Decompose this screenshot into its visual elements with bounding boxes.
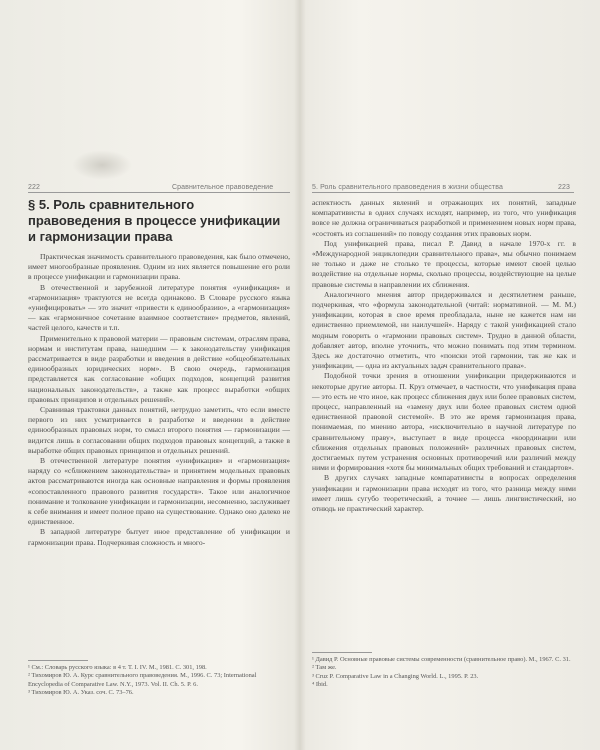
footnote-rule-left: [28, 660, 88, 661]
paragraph: Применительно к правовой материи — правовым системам, отраслям права, нормам и институтам права, нашедшим — к законодательству унификация рассматривается в виде разработки и введения в действие «общеобязательных единообразных юридических норм». В свою очередь, гармонизация представляется как согласование «общих подходов, концепций развития национальных законодательств», а также как процесс выработки «общих правовых принципов и отдельных решений».: [28, 333, 290, 404]
footnote: ¹ См.: Словарь русского языка: в 4 т. Т. I. IV. М., 1981. С. 301, 198.: [28, 664, 207, 671]
running-head-left: Сравнительное правоведение: [172, 184, 274, 191]
footnote: ¹ Давид Р. Основные правовые системы современности (сравнительное право). М., 1967. С. 31.: [312, 656, 571, 663]
paragraph: В других случаях западные компаративисты в вопросах определения унификации и гармонизации права исходят из того, что разница между ними имеет лишь сугубо теоретический, а точнее — лишь лингвистический, но отнюдь не практический характер.: [312, 473, 576, 514]
footnote: ² Там же.: [312, 664, 337, 672]
footnote-rule-right: [312, 652, 372, 653]
paragraph: В западной литературе бытует иное представление об унификации и гармонизации права. Подчеркивая сложность и много-: [28, 527, 290, 547]
footnote: ² Тихомиров Ю. А. Курс сравнительного правоведения. М., 1996. С. 73; International Encyclopedia of Comparative Law. N.Y., 1973. Vol. II. Ch. 5. P. 6.: [28, 672, 257, 688]
left-footnotes: [28, 664, 290, 697]
paragraph: В отечественной литературе понятия «унификация» и «гармонизация» наряду со «сближением законодательства» и принятием модельных правовых актов рассматриваются иногда как основные направления и формы проявления «сопоставленного правового развития государств». Такое или аналогичное понимание и толкование унификации и гармонизации, несомненно, заслуживает к себе внимания и имеет полное право на существование. Однако оно далеко не единственное.: [28, 456, 290, 527]
right-footnotes: [312, 656, 576, 689]
right-page: [302, 0, 600, 750]
footnote: ⁴ Ibid.: [312, 680, 328, 688]
page-number-right: 223: [558, 184, 570, 191]
page-number-left: 222: [28, 184, 40, 191]
left-body-text: [28, 252, 290, 548]
paragraph: В отечественной и зарубежной литературе понятия «унификация» и «гармонизация» трактуются не всегда одинаково. В Словаре русского языка «унифицировать» — это значит «привести к единообразию», а «гармонизация» — как «гармоничное сочетание взаимное соответствие» предметов, явлений, частей целого, качеств и т.п.: [28, 282, 290, 333]
page-mark: [72, 150, 132, 180]
paragraph: аспектность данных явлений и отражающих их понятий, западные компаративисты в одних случаях исходят, например, из того, что унификация вовсе не должна ограничиваться разработкой и применением новых норм права, «состоять из соглашений» по поводу создания этих правовых норм.: [312, 198, 576, 238]
paragraph: Под унификацией права, писал Р. Давид в начале 1970-х гг. в «Международной энциклопедии сравнительного права», мы обычно понимаем не только и даже не столько те процессы, которые имеют своей целью воздействие на отдельные нормы, сколько процессы, воздействующие на целые правовые системы в направлении их сближения.: [312, 238, 576, 289]
right-body-text: [312, 198, 576, 514]
header-rule-left: [28, 192, 290, 193]
left-page: [0, 0, 298, 750]
footnote: ³ Тихомиров Ю. А. Указ. соч. С. 73–76.: [28, 688, 134, 696]
footnote: ³ Cruz P. Comparative Law in a Changing World. L., 1995. P. 23.: [312, 672, 479, 680]
paragraph: Подобной точки зрения в отношении унификации придерживаются и некоторые другие авторы. П. Круз отмечает, в частности, что унификация права — это есть не что иное, как процесс сближения двух или более правовых систем, процесс, направленный на «замену двух или более правовых систем одной единственной правовой системой». В это же время гармонизация права, понимаемая, по мнению автора, «исключительно в научной литературе по сравнительному праву», выступает в виде процесса «координации или сближения отдельных правовых положений» различных правовых систем, достигаемых путем устранения основных противоречий или различий между ними и формирования «хотя бы минимальных общих требований и стандартов».: [312, 371, 576, 473]
paragraph: Практическая значимость сравнительного правоведения, как было отмечено, имеет многообразные проявления. Одним из них является повышение его роли в процессе унификации и гармонизации права.: [28, 252, 290, 282]
running-head-right: 5. Роль сравнительного правоведения в жизни общества: [312, 184, 503, 191]
paragraph: Аналогичного мнения автор придерживался и десятилетием раньше, подчеркивая, что «формула законодательной (читай: нормативной. — М. М.) унификации, которая в свое время преобладала, ныне не кажется нам ни единственно приемлемой, ни наилучшей». Наряду с такой унификацией стало модным говорить о «гармонии правовых систем». Трудно в данной области, добавляет автор, вполне уточнить, что можно понимать под этим термином. Здесь же достаточно отметить, что «поиски этой гармонии, так же как и унификации, — одна из актуальных задач сравнительного права».: [312, 289, 576, 371]
header-rule-right: [312, 192, 574, 193]
paragraph: Сравнивая трактовки данных понятий, нетрудно заметить, что если вместе первого из них усматривается в разработке и введении в действие единообразных правовых норм, то смысл второго понятия — гармонизации — видится лишь в согласовании общих подходов правовых концепций, а также в выработке общих правовых принципов и отдельных решений.: [28, 405, 290, 455]
section-title: § 5. Роль сравнительного правоведения в процессе унификации и гармонизации права: [28, 197, 281, 244]
